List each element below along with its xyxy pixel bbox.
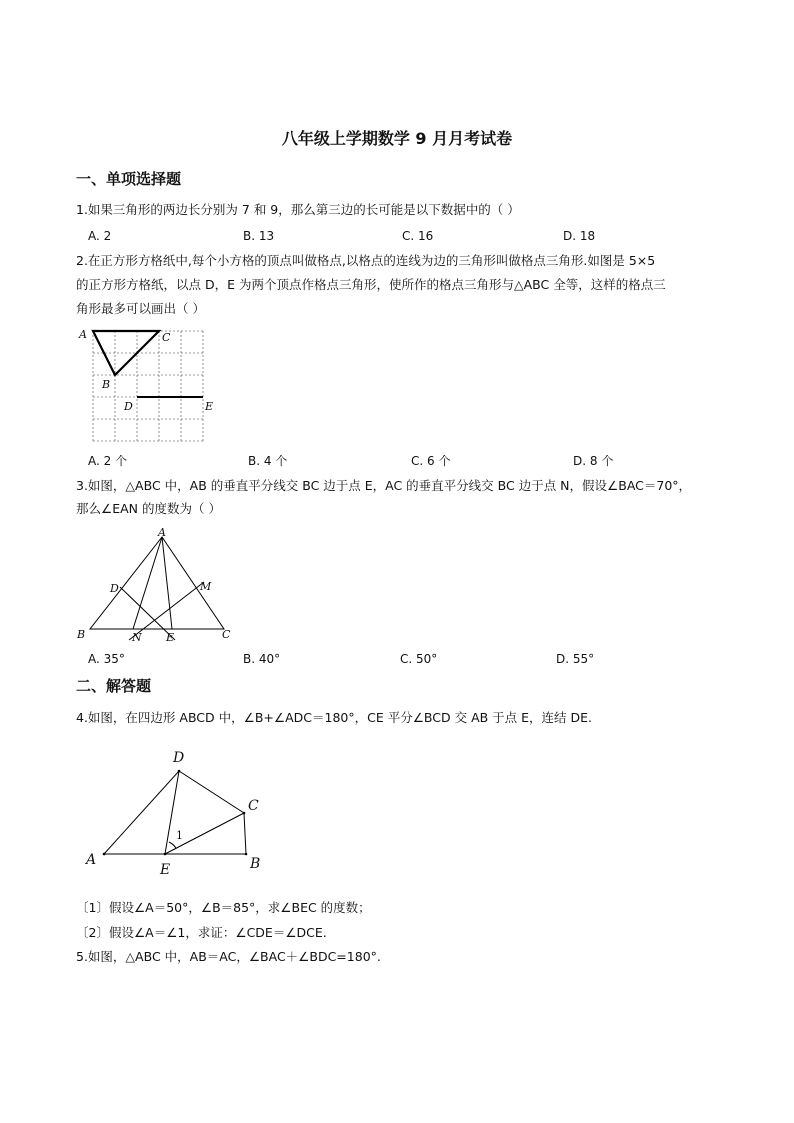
label-m: M <box>200 580 212 593</box>
label-c: C <box>222 628 231 641</box>
label-a: A <box>158 526 166 539</box>
triangle-figure-q3 <box>74 528 244 643</box>
label-b: B <box>250 856 261 872</box>
question-3-option-a: A. 35° <box>88 652 125 666</box>
label-a: A <box>79 328 87 341</box>
question-3-option-b: B. 40° <box>243 652 281 666</box>
question-4-sub-2: 〔2〕假设∠A＝∠1，求证：∠CDE＝∠DCE. <box>76 925 327 940</box>
question-2-option-c: C. 6 个 <box>411 454 451 468</box>
label-c: C <box>162 331 171 344</box>
label-c: C <box>248 798 259 814</box>
question-2-option-a: A. 2 个 <box>88 454 128 468</box>
question-1-option-c: C. 16 <box>402 229 434 243</box>
label-d: D <box>173 750 185 766</box>
segment-ae <box>162 537 172 629</box>
label-a: A <box>86 852 97 868</box>
label-e: E <box>205 400 214 413</box>
question-1-text: 1.如果三角形的两边长分别为 7 和 9，那么第三边的长可能是以下数据中的（ ） <box>76 202 520 217</box>
section-heading-1: 一、单项选择题 <box>76 170 182 188</box>
question-2-line-3: 角形最多可以画出（ ） <box>76 301 205 316</box>
question-3-option-c: C. 50° <box>400 652 438 666</box>
section-heading-2: 二、解答题 <box>76 677 152 695</box>
question-4-sub-1: 〔1〕假设∠A＝50°，∠B＝85°，求∠BEC 的度数； <box>76 900 371 915</box>
quadrilateral-abcd <box>104 771 246 854</box>
label-b: B <box>102 378 111 391</box>
question-2-line-1: 2.在正方形方格纸中,每个小方格的顶点叫做格点,以格点的连线为边的三角形叫做格点三角形.如图是 5×5 <box>76 253 656 268</box>
question-1-option-d: D. 18 <box>563 229 596 243</box>
label-b: B <box>77 628 86 641</box>
angle-1-arc <box>169 842 176 849</box>
question-1-option-a: A. 2 <box>88 229 112 243</box>
question-1-option-b: B. 13 <box>243 229 275 243</box>
label-n: N <box>132 631 142 644</box>
page-title: 八年级上学期数学 9 月月考试卷 <box>281 129 513 148</box>
question-4-text: 4.如图，在四边形 ABCD 中，∠B+∠ADC＝180°，CE 平分∠BCD 交 AB 于点 E，连结 DE. <box>76 710 593 725</box>
question-5-text: 5.如图，△ABC 中，AB＝AC，∠BAC＋∠BDC=180°. <box>76 949 381 964</box>
label-d: D <box>110 582 119 595</box>
label-e: E <box>160 862 171 878</box>
question-2-line-2: 的正方形方格纸，以点 D，E 为两个顶点作格点三角形，使所作的格点三角形与△ABC 全等，这样的格点三 <box>76 277 666 292</box>
question-2-option-d: D. 8 个 <box>573 454 614 468</box>
grid-figure <box>75 324 225 449</box>
question-3-line-1: 3.如图，△ABC 中，AB 的垂直平分线交 BC 边于点 E，AC 的垂直平分线交 BC 边于点 N，假设∠BAC＝70°， <box>76 478 692 493</box>
label-e: E <box>166 631 175 644</box>
question-3-option-d: D. 55° <box>556 652 595 666</box>
quadrilateral-figure-q4 <box>80 748 280 878</box>
segment-an <box>133 537 162 629</box>
label-d: D <box>124 400 133 413</box>
label-angle-1: 1 <box>176 829 183 842</box>
question-3-line-2: 那么∠EAN 的度数为（ ） <box>76 501 221 516</box>
question-2-option-b: B. 4 个 <box>248 454 288 468</box>
